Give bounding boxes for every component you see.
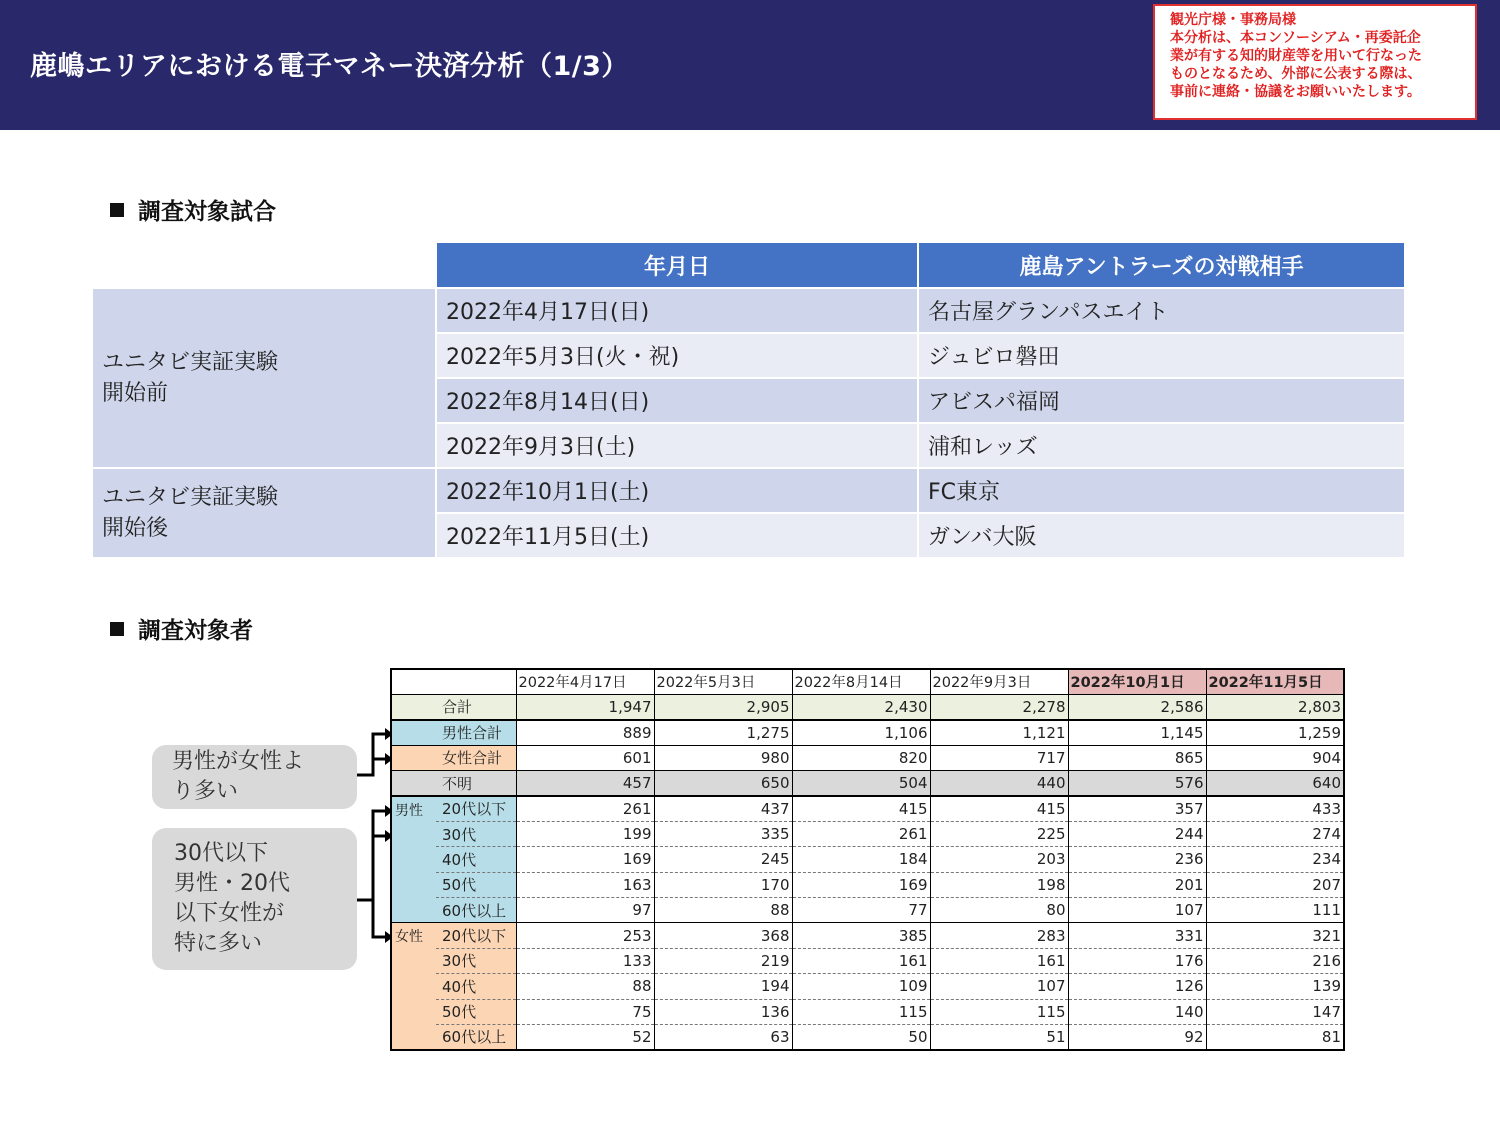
cell-value: 80 [930,898,1068,923]
notice-line: ものとなるため、外部に公表する際は、 [1170,66,1422,82]
row-female-age [391,999,1344,1024]
cell-value: 136 [654,999,792,1024]
row-label: 50代 [436,872,516,897]
cell-value: 245 [654,847,792,872]
cell-value: 161 [792,948,930,973]
row-male-age [391,847,1344,872]
row-unknown [391,771,1344,796]
cell-value: 437 [654,796,792,821]
cell-value: 97 [516,898,654,923]
arrow-line [373,759,385,775]
cell-value: 2,278 [930,694,1068,719]
cell-value: 368 [654,923,792,948]
cell-value: 261 [516,796,654,821]
group-after: ユニタビ実証実験 開始後 [93,469,437,559]
cell-value: 169 [516,847,654,872]
cell-value: 385 [792,923,930,948]
cell-value: 107 [930,974,1068,999]
match-opponent: ガンバ大阪 [919,514,1406,559]
col-header-date: 年月日 [437,243,919,289]
cell-value: 170 [654,872,792,897]
row-female-age [391,948,1344,973]
cell-value: 199 [516,821,654,846]
match-opponent: アビスパ福岡 [919,379,1406,424]
notice-line: 観光庁様・事務局様 [1170,12,1296,28]
row-label: 40代 [436,847,516,872]
cell-value: 126 [1068,974,1206,999]
row-female-age [391,974,1344,999]
section-title: 調査対象者 [138,618,253,644]
cell-value: 650 [654,771,792,796]
arrow-line [373,900,385,937]
row-label: 60代以上 [436,1024,516,1049]
match-date: 2022年11月5日(土) [437,514,919,559]
row-label: 女性合計 [436,745,516,770]
cell-value: 504 [792,771,930,796]
cell-value: 140 [1068,999,1206,1024]
row-male-age [391,898,1344,923]
match-date: 2022年10月1日(土) [437,469,919,514]
cell-value: 820 [792,745,930,770]
cell-value: 717 [930,745,1068,770]
cell-value: 904 [1206,745,1344,770]
row-male-age [391,872,1344,897]
group-before: ユニタビ実証実験 開始前 [93,289,437,469]
row-label: 20代以下 [436,923,516,948]
row-female-total [391,745,1344,770]
cell-value: 321 [1206,923,1344,948]
cell-value: 92 [1068,1024,1206,1049]
section-heading-subjects [110,612,253,645]
match-opponent: 名古屋グランパスエイト [919,289,1406,334]
cell-value: 274 [1206,821,1344,846]
col-header-highlight: 2022年11月5日 [1206,669,1344,694]
cell-value: 88 [654,898,792,923]
row-female-age [391,1024,1344,1049]
match-date: 2022年4月17日(日) [437,289,919,334]
cell-value: 139 [1206,974,1344,999]
cell-value: 234 [1206,847,1344,872]
cell-value: 357 [1068,796,1206,821]
cell-value: 253 [516,923,654,948]
cell-value: 601 [516,745,654,770]
match-date: 2022年9月3日(土) [437,424,919,469]
cell-value: 52 [516,1024,654,1049]
cell-value: 63 [654,1024,792,1049]
cell-value: 865 [1068,745,1206,770]
cell-value: 109 [792,974,930,999]
cell-value: 2,905 [654,694,792,719]
cell-value: 50 [792,1024,930,1049]
match-opponent: 浦和レッズ [919,424,1406,469]
cell-value: 147 [1206,999,1344,1024]
cell-value: 115 [792,999,930,1024]
cell-value: 194 [654,974,792,999]
cell-value: 75 [516,999,654,1024]
visitors-table [390,668,1345,1051]
arrow-line [357,734,385,775]
callout-age: 30代以下 男性・20代 以下女性が 特に多い [152,828,357,970]
cell-value: 176 [1068,948,1206,973]
cell-value: 207 [1206,872,1344,897]
col-header-opponent: 鹿島アントラーズの対戦相手 [919,243,1406,289]
cell-value: 457 [516,771,654,796]
col-header-highlight: 2022年10月1日 [1068,669,1206,694]
cell-value: 133 [516,948,654,973]
cell-value: 1,106 [792,720,930,745]
notice-line: 業が有する知的財産等を用いて行なった [1170,48,1422,64]
cell-value: 261 [792,821,930,846]
cell-value: 225 [930,821,1068,846]
cell-value: 203 [930,847,1068,872]
cell-value: 2,430 [792,694,930,719]
cell-value: 889 [516,720,654,745]
cell-value: 244 [1068,821,1206,846]
cell-value: 1,275 [654,720,792,745]
matches-table [93,243,1406,559]
cell-value: 1,121 [930,720,1068,745]
confidentiality-notice [1153,4,1477,120]
male-group-label: 男性 [391,796,436,923]
cell-value: 219 [654,948,792,973]
square-bullet-icon [110,203,124,217]
section-title: 調査対象試合 [138,199,276,225]
row-male-total [391,720,1344,745]
row-label: 50代 [436,999,516,1024]
cell-value: 216 [1206,948,1344,973]
header-bar [0,0,1500,130]
cell-value: 415 [930,796,1068,821]
page-title: 鹿嶋エリアにおける電子マネー決済分析（1/3） [30,51,629,82]
cell-value: 440 [930,771,1068,796]
row-male-age [391,796,1344,821]
cell-value: 169 [792,872,930,897]
cell-value: 77 [792,898,930,923]
cell-value: 283 [930,923,1068,948]
cell-value: 163 [516,872,654,897]
cell-value: 1,145 [1068,720,1206,745]
match-date: 2022年5月3日(火・祝) [437,334,919,379]
female-group-label: 女性 [391,923,436,1050]
col-header: 2022年8月14日 [792,669,930,694]
cell-value: 1,947 [516,694,654,719]
match-date: 2022年8月14日(日) [437,379,919,424]
cell-value: 184 [792,847,930,872]
cell-value: 335 [654,821,792,846]
row-male-age [391,821,1344,846]
cell-value: 51 [930,1024,1068,1049]
cell-value: 161 [930,948,1068,973]
cell-value: 980 [654,745,792,770]
connector-arrows [355,725,395,945]
col-header: 2022年9月3日 [930,669,1068,694]
cell-value: 201 [1068,872,1206,897]
col-header: 2022年4月17日 [516,669,654,694]
row-label: 30代 [436,948,516,973]
match-opponent: ジュビロ磐田 [919,334,1406,379]
cell-value: 576 [1068,771,1206,796]
cell-value: 331 [1068,923,1206,948]
section-heading-matches [110,193,276,226]
square-bullet-icon [110,622,124,636]
row-total [391,694,1344,719]
cell-value: 433 [1206,796,1344,821]
cell-value: 1,259 [1206,720,1344,745]
row-label: 60代以上 [436,898,516,923]
cell-value: 88 [516,974,654,999]
cell-value: 81 [1206,1024,1344,1049]
cell-value: 2,586 [1068,694,1206,719]
cell-value: 111 [1206,898,1344,923]
cell-value: 640 [1206,771,1344,796]
cell-value: 115 [930,999,1068,1024]
row-label: 合計 [436,694,516,719]
row-label: 不明 [436,771,516,796]
match-opponent: FC東京 [919,469,1406,514]
cell-value: 236 [1068,847,1206,872]
row-label: 30代 [436,821,516,846]
row-label: 40代 [436,974,516,999]
row-female-age [391,923,1344,948]
callout-gender: 男性が女性よ り多い [152,745,357,809]
row-label: 男性合計 [436,720,516,745]
notice-line: 事前に連絡・協議をお願いいたします。 [1170,84,1421,100]
col-header: 2022年5月3日 [654,669,792,694]
notice-line: 本分析は、本コンソーシアム・再委託企 [1170,30,1421,46]
arrow-line [357,811,385,900]
cell-value: 198 [930,872,1068,897]
row-label: 20代以下 [436,796,516,821]
cell-value: 107 [1068,898,1206,923]
cell-value: 2,803 [1206,694,1344,719]
cell-value: 415 [792,796,930,821]
